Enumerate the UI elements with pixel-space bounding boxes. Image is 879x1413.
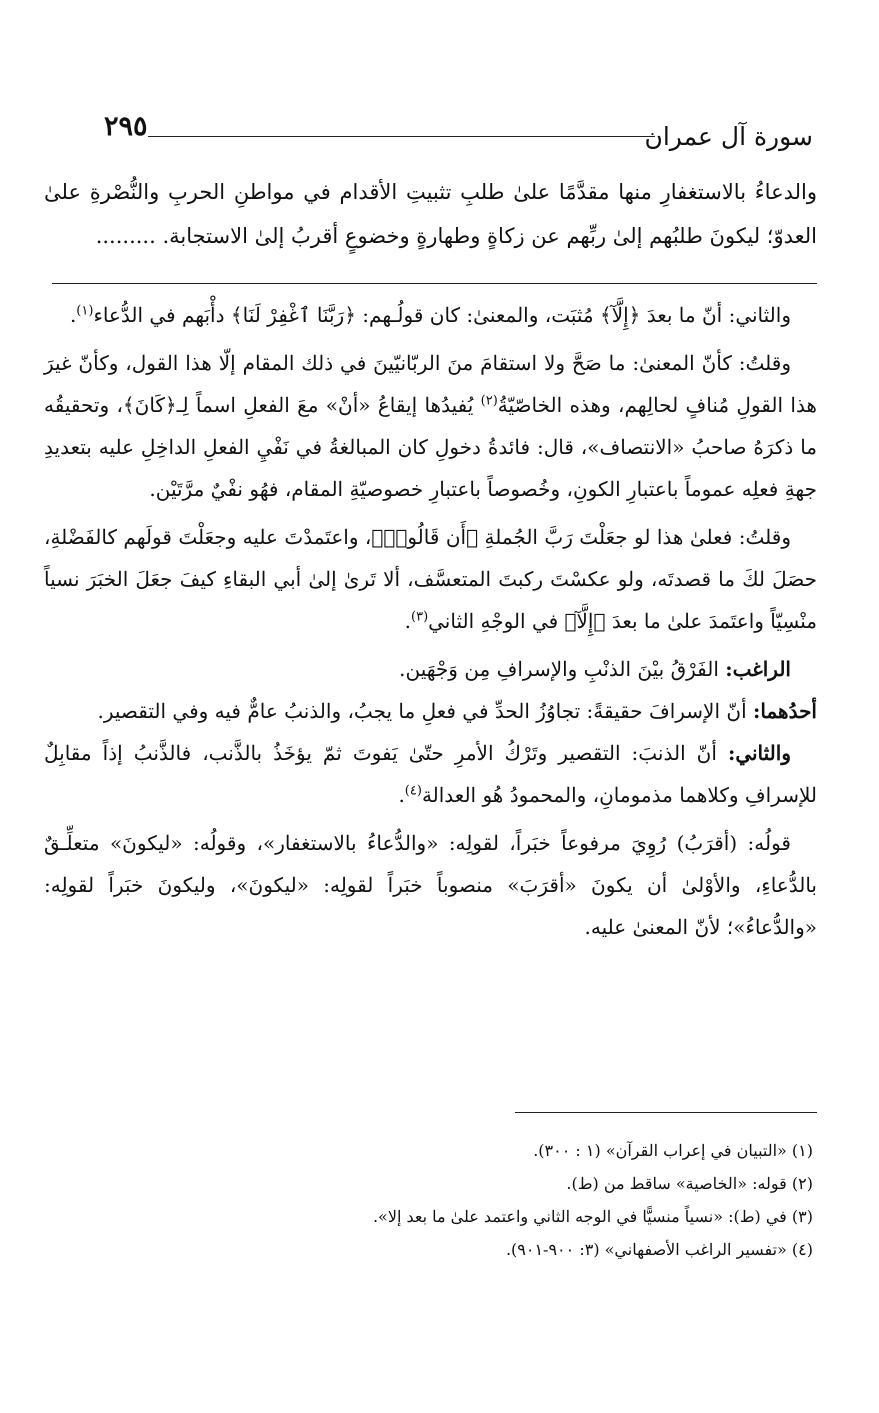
footnote-ref: (٢)	[480, 393, 498, 409]
commentary-paragraph	[44, 822, 817, 948]
commentary-paragraph	[44, 690, 817, 732]
paragraph-text: وقلتُ: فعلىٰ هذا لو جعَلْتَ رَبَّ الجُملةِ ﴿أَن قَالُوا۟﴾، واعتَمدْتَ عليه وجعَلْتَ قولَهم كالفَضْلةِ، حصَلَ لكَ ما قصدتَه، ولو عكسْتَ ركبتَ المتعسَّف، ألا تَرىٰ إلىٰ أبي البقاءِ كيفَ جعَلَ الخبَرَ نسياً منْسِيّاً واعتَمدَ علىٰ ما بعدَ ﴿إِلَّآ﴾ في الوجْهِ الثاني	[44, 525, 817, 633]
footnote-ref: (٤)	[404, 783, 422, 799]
footnote-divider	[515, 1112, 817, 1113]
paragraph-text: الفَرْقُ بيْنَ الذنْبِ والإسرافِ مِن وَجْهَين.	[399, 657, 726, 681]
paragraph-text: قولُه: (أقرَبُ) رُوِيَ مرفوعاً خبَراً، لقولِه: «والدُّعاءُ بالاستغفار»، وقولُه: «ليكونَ» متعلِّـقٌ بالدُّعاءِ، والأوْلىٰ أن يكونَ «أقرَبَ» منصوباً خبَراً لقولِه: «ليكونَ»، وليكونَ خبَراً لقولِه: «والدُّعاءُ»؛ لأنّ المعنىٰ عليه.	[44, 831, 817, 939]
main-text-paragraph: والدعاءُ بالاستغفارِ منها مقدَّمًا علىٰ طلبِ تثبيتِ الأقدام في مواطنِ الحربِ والنُّصْرةِ علىٰ العدوّ؛ ليكونَ طلبُهم إلىٰ ربِّهم عن زكاةٍ وطهارةٍ وخضوعٍ أقربُ إلىٰ الاستجابة. .........	[44, 180, 817, 248]
footnote-ref: (١)	[76, 303, 94, 319]
commentary-paragraph	[44, 648, 817, 690]
paragraph-lead: الراغب:	[725, 657, 791, 681]
paragraph-text: .	[404, 609, 411, 633]
commentary-paragraph	[44, 294, 817, 336]
page-number: ٢٩٥	[104, 111, 148, 142]
paragraph-text: .	[398, 783, 405, 807]
paragraph-lead: والثاني:	[727, 741, 791, 765]
commentary-paragraph	[44, 516, 817, 642]
running-header	[104, 112, 813, 152]
surah-title: سورة آل عمران	[644, 122, 813, 151]
footnotes	[60, 1134, 813, 1266]
paragraph-lead: أحدُهما:	[752, 699, 817, 723]
main-text-divider	[52, 283, 817, 284]
commentary-paragraph	[44, 342, 817, 510]
paragraph-text: يُفيدُها إيقاعُ «أنْ» معَ الفعلِ اسماً لِـ﴿كَانَ﴾، وتحقيقُه ما ذكرَهُ صاحبُ «الانتصاف»، قال: فائدةُ دخولِ كان المبالغةُ في نَفْيِ الفعلِ الداخِلِ عليه بتعديدِ جهةِ فعلِه عموماً باعتبارِ الكونِ، وخُصوصاً باعتبارِ خصوصيّةِ المقام، فهُو نفْيٌ مرَّتَيْن.	[44, 393, 817, 501]
footnote-1: (١) «التبيان في إعراب القرآن» (١ : ٣٠٠).	[533, 1141, 813, 1160]
commentary-paragraph	[44, 732, 817, 816]
footnote-ref: (٣)	[411, 609, 429, 625]
paragraph-text: .	[69, 303, 77, 327]
paragraph-text: أنّ الذنبَ: التقصير وتَرْكُ الأمرِ حتّىٰ يَفوتَ ثمّ يؤخَذُ بالذَّنب، فالذَّنبُ إذاً مقابِلٌ للإسرافِ وكلاهما مذمومانِ، والمحمودُ هُو العدالة	[44, 741, 817, 807]
paragraph-text: وقلتُ: كأنّ المعنىٰ: ما صَحَّ ولا استقامَ منَ الربّانيّينَ في ذلك المقام إلّا هذا القول، وكأنّ غيرَ هذا القولِ مُنافٍ لحالِهم، وهذه الخاصّيّةُ	[44, 351, 817, 417]
footnote-3: (٣) في (ط): «نسياً منسيًّا في الوجه الثاني واعتمد علىٰ ما بعد إلا».	[372, 1207, 813, 1226]
footnote-4: (٤) «تفسير الراغب الأصفهاني» (٣: ٩٠٠-٩٠١).	[505, 1240, 813, 1259]
main-text	[44, 170, 817, 258]
paragraph-text: والثاني: أنّ ما بعدَ ﴿إِلَّآ﴾ مُثبَت، والمعنىٰ: كان قولُـهم: ﴿رَبَّنَا ٱغْفِرْ لَنَا﴾ دأْبَهم في الدُّعاء	[93, 303, 791, 327]
header-rule	[148, 136, 655, 137]
commentary	[44, 294, 817, 954]
paragraph-text: أنّ الإسرافَ حقيقةً: تجاوُزُ الحدِّ في فعلِ ما يجبُ، والذنبُ عامٌّ فيه وفي التقصير.	[97, 699, 753, 723]
footnote-2: (٢) قوله: «الخاصية» ساقط من (ط).	[566, 1174, 813, 1193]
